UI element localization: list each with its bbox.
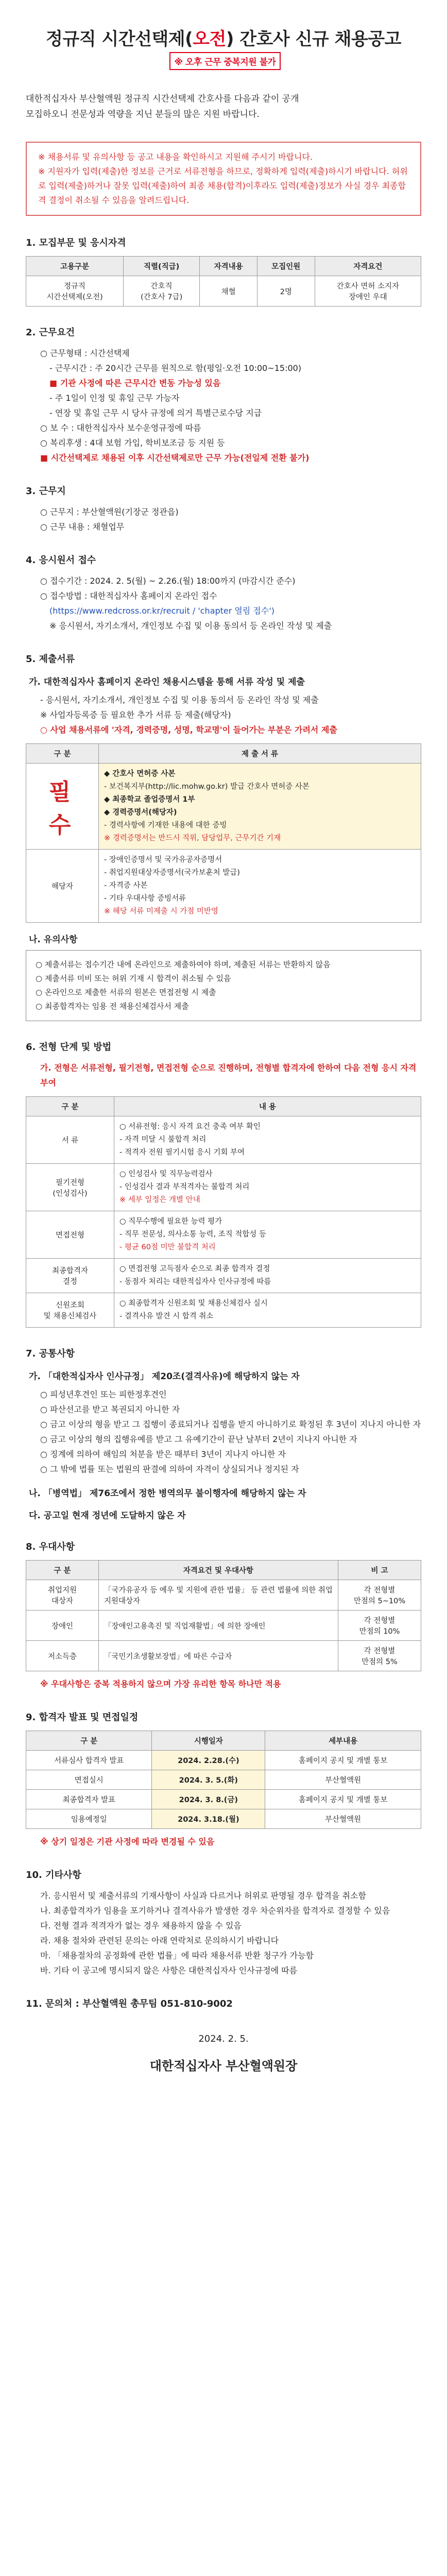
table-cell: 2024. 3. 5.(화) [152,1770,265,1790]
documents-table [26,743,421,923]
list-item: - 인성검사 결과 부적격자는 불합격 처리 [119,1183,250,1191]
subsection-title: 가. 「대한적십자사 인사규정」 제20조(결격사유)에 해당하지 않는 자 [29,1371,300,1382]
table-row [26,1116,421,1164]
list-item: ○ 제출서류는 접수기간 내에 온라인으로 제출하여야 하며, 제출된 서류는 반환하지 않음 [36,960,331,969]
notice-box [26,142,421,216]
table-cell [114,1211,421,1259]
table-header-row [26,1731,421,1751]
table-header-cell: 직렬(직급) [124,257,200,276]
text-line-emphasis: ○ 사업 채용서류에 '자격, 경력증명, 성명, 학교명'이 들어가는 부분은 가려서 제출 [40,725,337,735]
list-item: ※ 경력증명서는 반드시 직위, 담당업무, 근무기간 기재 [104,834,281,842]
table-header-cell: 자격요건 [315,257,421,276]
list-item: - 직무 전문성, 의사소통 능력, 조직 적합성 등 [119,1230,266,1239]
subsection-title: 다. 공고일 현재 정년에 도달하지 않은 자 [29,1511,186,1521]
caution-box [26,950,421,1021]
list-item: ○ 서류전형: 응시 자격 요건 충족 여부 확인 [119,1123,261,1131]
table-header-row [26,1561,421,1580]
text-line: 가. 응시원서 및 제출서류의 기재사항이 사실과 다르거나 허위로 판명될 경우 합격을 취소함 [40,1891,366,1901]
section-title-conditions: 2. 근무요건 [26,327,75,338]
text-line: ※ 응시원서, 자기소개서, 개인정보 수집 및 이용 동의서 등 온라인 작성 및 제출 [49,621,332,631]
table-cell: 「장애인고용촉진 및 직업재활법」에 의한 장애인 [99,1611,338,1641]
text-line: ○ 그 밖에 법률 또는 법원의 판결에 의하여 자격이 상실되거나 정지된 자 [40,1464,299,1474]
text-line-emphasis: ※ 상기 일정은 기관 사정에 따라 변경될 수 있음 [40,1837,215,1846]
page-title [26,25,421,71]
list-item: ○ 직무수행에 필요한 능력 평가 [119,1217,222,1226]
table-row [26,1641,421,1671]
text-line: ○ 근무 내용 : 채혈업무 [40,522,125,532]
notice-line: ※ 지원자가 입력(제출)한 정보를 근거로 서류전형을 하므로, 정확하게 입력(제출)하시기 바랍니다. 허위로 입력(제출)하거나 잘못 입력(제출)하여 최종 채용(합격)이후라도 입력(제출)정보가 사실 경우 최종합격 결정이 취소될 수 있음을 알려드립니다. [38,166,408,205]
list-item: - 결격사유 발견 시 합격 취소 [119,1312,214,1320]
section-title-contact: 11. 문의처 : 부산혈액원 총무팀 051-810-9002 [26,1998,233,2009]
list-item: ◆ 최종학교 졸업증명서 1부 [104,795,195,804]
text-line: ○ 파산선고를 받고 복권되지 아니한 자 [40,1404,180,1414]
text-line: - 응시원서, 자기소개서, 개인정보 수집 및 이용 동의서 등 온라인 작성 및 제출 [40,695,319,705]
table-header-cell: 구 분 [26,1561,99,1580]
text-line: ○ 접수방법 : 대한적십자사 홈페이지 온라인 접수 [40,591,217,601]
list-item: ○ 면접전형 고득점자 순으로 최종 합격자 결정 [119,1265,270,1273]
table-row [26,1259,421,1293]
text-line-emphasis: ■ 시간선택제로 채용된 이후 시간선택제로만 근무 가능(전일제 전환 불가) [40,453,310,463]
text-line-emphasis: ■ 기관 사정에 따른 근무시간 변동 가능성 있음 [49,378,221,388]
table-cell: 해당자 [26,850,99,923]
text-line: ○ 근무지 : 부산혈액원(기장군 정관읍) [40,507,179,517]
notice-line: ※ 채용서류 및 유의사항 등 공고 내용을 확인하시고 지원해 주시기 바랍니다. [38,152,313,162]
table-header-cell: 고용구분 [26,257,124,276]
table-cell: 저소득층 [26,1641,99,1671]
table-cell: 각 전형별 만점의 5~10% [338,1580,421,1611]
table-row [26,1770,421,1790]
notice-date: 2024. 2. 5. [198,2033,249,2044]
text-line: ○ 금고 이상의 형을 받고 그 집행이 종료되거나 집행을 받지 아니하기로 확정된 후 3년이 지나지 아니한 자 [40,1419,421,1429]
table-row [26,1751,421,1770]
table-cell: 2024. 3.18.(월) [152,1809,265,1829]
list-item: - 평균 60점 미만 불합격 처리 [119,1243,216,1251]
list-item: - 기타 우대사항 증빙서류 [104,894,186,903]
intro-text [26,91,421,122]
list-item: - 보건복지부(http://lic.mohw.go.kr) 발급 간호사 면허증 사본 [104,783,310,791]
text-line: ○ 근무형태 : 시간선택제 [40,348,130,358]
list-item: ○ 최종합격자는 임용 전 채용신체검사서 제출 [36,1002,189,1011]
table-cell: 2024. 2.28.(수) [152,1751,265,1770]
subsection-title: 나. 유의사항 [29,935,78,945]
table-row [26,1790,421,1809]
table-header-cell: 구 분 [26,1097,114,1116]
text-line: ○ 금고 이상의 형의 집행유예를 받고 그 유예기간이 끝난 날부터 2년이 지나지 아니한 자 [40,1434,357,1444]
table-header-cell: 세부내용 [265,1731,421,1751]
table-header-cell: 구 분 [26,1731,152,1751]
list-item: ※ 해당 서류 미제출 시 가점 미반영 [104,907,218,916]
text-line: - 연장 및 휴일 근무 시 당사 규정에 의거 특별근로수당 지급 [49,408,262,418]
table-header-cell: 내 용 [114,1097,421,1116]
intro-line: 대한적십자사 부산혈액원 정규직 시간선택제 간호사를 다음과 같이 공개 [26,94,299,104]
text-line: ○ 징계에 의하여 해임의 처분을 받은 때부터 3년이 지나지 아니한 자 [40,1449,286,1459]
subsection-title: 나. 「병역법」 제76조에서 정한 병역의무 불이행자에 해당하지 않는 자 [29,1488,306,1499]
text-line: ※ 사업자등록증 등 필요한 추가 서류 등 제출(해당자) [40,710,231,720]
table-row [26,1611,421,1641]
text-line: 바. 기타 이 공고에 명시되지 않은 사항은 대한적십자사 인사규정에 따름 [40,1965,298,1975]
table-cell: 최종합격자 결정 [26,1259,114,1293]
text-line: ○ 복리후생 : 4대 보험 가입, 학비보조금 등 지원 등 [40,438,225,448]
list-item: - 동점자 처리는 대한적십자사 인사규정에 따름 [119,1278,271,1286]
table-row [26,1211,421,1259]
table-cell: 면접실시 [26,1770,152,1790]
table-header-cell: 모집인원 [257,257,315,276]
table-cell: 「국가유공자 등 예우 및 지원에 관한 법률」 등 관련 법률에 의한 취업지원대상자 [99,1580,338,1611]
subsection-title: 가. 대한적십자사 홈페이지 온라인 채용시스템을 통해 서류 작성 및 제출 [29,677,305,687]
text-line: - 근무시간 : 주 20시간 근무를 원칙으로 함(평일·오전 10:00~15:00) [49,363,302,373]
required-mark: 필 수 [26,764,99,850]
list-item: ◆ 경력증명서(해당자) [104,808,177,817]
application-link[interactable]: (https://www.redcross.or.kr/recruit / 'chapter 열림 접수') [49,606,274,616]
table-header-cell: 시행일자 [152,1731,265,1751]
list-item: ○ 온라인으로 제출한 서류의 원본은 면접전형 시 제출 [36,988,216,997]
table-cell: 신원조회 및 채용신체검사 [26,1293,114,1328]
title-highlight: 오전 [193,29,226,49]
table-cell [114,1259,421,1293]
table-cell: 부산혈액원 [265,1809,421,1829]
table-cell: 필기전형 (인성검사) [26,1164,114,1211]
table-header-cell: 제 출 서 류 [99,744,421,764]
table-header-row [26,744,421,764]
table-cell: 채혈 [200,276,257,307]
text-line: 나. 최종합격자가 임용을 포기하거나 결격사유가 발생한 경우 차순위자를 합격자로 결정할 수 있음 [40,1906,390,1916]
table-cell [114,1116,421,1164]
table-cell: 홈페이지 공지 및 개별 통보 [265,1751,421,1770]
list-item: ○ 인성검사 및 직무능력검사 [119,1170,213,1178]
selection-table [26,1096,421,1328]
table-cell: 홈페이지 공지 및 개별 통보 [265,1790,421,1809]
text-line: 마. 「채용절차의 공정화에 관한 법률」에 따라 채용서류 반환 청구가 가능함 [40,1951,314,1960]
table-cell: 간호직 (간호사 7급) [124,276,200,307]
table-header-cell: 자격내용 [200,257,257,276]
table-cell: 장애인 [26,1611,99,1641]
table-row [26,1809,421,1829]
section-title-preference: 8. 우대사항 [26,1541,75,1552]
list-item: - 자격증 사본 [104,882,148,890]
table-header-cell: 자격요건 및 우대사항 [99,1561,338,1580]
text-line: ○ 피성년후견인 또는 피한정후견인 [40,1389,167,1399]
title-note-badge: ※ 오후 근무 중복지원 불가 [169,52,281,70]
table-row [26,850,421,923]
list-item: - 취업지원대상자증명서(국가보훈처 발급) [104,869,240,877]
text-line-emphasis: 가. 전형은 서류전형, 필기전형, 면접전형 순으로 진행하며, 전형별 합격자에 한하여 다음 전형 응시 자격 부여 [40,1063,417,1088]
text-line-emphasis: ※ 우대사항은 중복 적용하지 않으며 가장 유리한 항목 하나만 적용 [40,1679,281,1689]
table-cell: 부산혈액원 [265,1770,421,1790]
signer: 대한적십자사 부산혈액원장 [149,2059,298,2073]
list-item: ○ 제출서류 미비 또는 허위 기재 시 합격이 취소될 수 있음 [36,974,231,983]
table-cell: 각 전형별 만점의 5% [338,1641,421,1671]
table-cell: 최종합격자 발표 [26,1790,152,1809]
table-cell: 정규직 시간선택제(오전) [26,276,124,307]
list-item: - 자격 미달 시 불합격 처리 [119,1136,207,1144]
table-cell: 서 류 [26,1116,114,1164]
section-title-selection: 6. 전형 단계 및 방법 [26,1042,112,1053]
list-item: - 적격자 전원 필기시험 응시 기회 부여 [119,1148,245,1157]
section-title-schedule: 9. 합격자 발표 및 면접일정 [26,1712,139,1723]
text-line: - 주 1일이 인정 및 휴일 근무 가능자 [49,393,180,403]
recruitment-table [26,256,421,307]
table-header-row [26,257,421,276]
table-row [26,1580,421,1611]
list-item: - 장애인증명서 및 국가유공자증명서 [104,856,222,864]
table-cell: 각 전형별 만점의 10% [338,1611,421,1641]
table-header-cell: 구 분 [26,744,99,764]
text-line: ○ 보 수 : 대한적십자사 보수운영규정에 따름 [40,423,201,433]
table-row [26,276,421,307]
table-cell: 취업지원 대상자 [26,1580,99,1611]
list-item: - 경력사항에 기재한 내용에 대한 증빙 [104,821,227,829]
table-cell: 임용예정일 [26,1809,152,1829]
title-prefix: 정규직 시간선택제( [46,29,193,49]
table-row [26,1293,421,1328]
section-title-application: 4. 응시원서 접수 [26,555,96,566]
table-cell: 2024. 3. 8.(금) [152,1790,265,1809]
list-item: ※ 세부 일정은 개별 안내 [119,1196,200,1204]
text-line: ○ 접수기간 : 2024. 2. 5(월) ~ 2.26.(월) 18:00까지 (마감시간 준수) [40,576,296,586]
intro-line: 모집하오니 전문성과 역량을 지닌 분들의 많은 지원 바랍니다. [26,109,260,120]
table-cell: 「국민기초생활보장법」에 따른 수급자 [99,1641,338,1671]
optional-documents [99,850,421,923]
table-row [26,764,421,850]
table-cell: 면접전형 [26,1211,114,1259]
section-title-misc: 10. 기타사항 [26,1870,81,1880]
schedule-table [26,1731,421,1829]
table-cell [114,1293,421,1328]
table-header-row [26,1097,421,1116]
section-title-workplace: 3. 근무지 [26,486,66,497]
text-line: 다. 전형 결과 적격자가 없는 경우 채용하지 않을 수 있음 [40,1921,242,1930]
list-item: ◆ 간호사 면허증 사본 [104,770,176,778]
text-line: 라. 채용 절차와 관련된 문의는 아래 연락처로 문의하시기 바랍니다 [40,1936,279,1945]
section-title-recruitment: 1. 모집부문 및 응시자격 [26,238,126,248]
table-cell: 간호사 면허 소지자 장애인 우대 [315,276,421,307]
table-cell [114,1164,421,1211]
required-documents [99,764,421,850]
section-title-common: 7. 공통사항 [26,1348,75,1359]
list-item: ○ 최종합격자 신원조회 및 채용신체검사 실시 [119,1299,268,1308]
table-cell: 서류심사 합격자 발표 [26,1751,152,1770]
title-suffix: ) 간호사 신규 채용공고 [226,29,401,49]
preference-table [26,1560,421,1671]
table-cell: 2명 [257,276,315,307]
table-row [26,1164,421,1211]
section-title-documents: 5. 제출서류 [26,654,75,665]
table-header-cell: 비 고 [338,1561,421,1580]
